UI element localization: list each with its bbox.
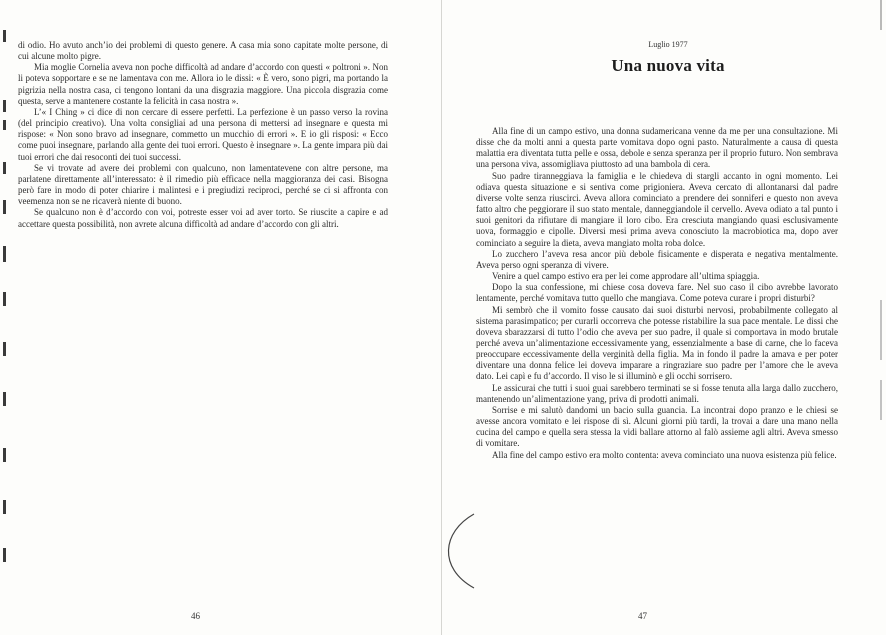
margin-mark — [3, 548, 6, 562]
paragraph: L’« I Ching » ci dice di non cercare di essere perfetti. La perfezione è un passo verso la rovina (del principio creativo). Una volta consigliai ad una persona di mettersi ad insegnare e questa mi rispose: « Non sono bravo ad insegnare, commetto un mucchio di errori ». E io gli risposi: « Ecco come puoi insegnare, parlando alla gente dei tuoi errori. Questo è insegnare ». La gente impara più dai tuoi errori che dai resoconti dei tuoi successi. — [18, 106, 388, 162]
margin-mark — [3, 120, 6, 130]
running-head: Luglio 1977 — [648, 40, 688, 49]
paragraph: Alla fine del campo estivo era molto contenta: aveva cominciato una nuova esistenza più felice. — [492, 449, 837, 460]
page-number: 47 — [638, 611, 647, 621]
margin-mark — [3, 342, 6, 356]
margin-mark — [3, 448, 6, 462]
paragraph: Se qualcuno non è d’accordo con voi, potreste esser voi ad aver torto. Se riuscite a capire e ad accettare questa possibilità, non avrete alcuna difficoltà ad andare d’accordo con gli altri. — [18, 207, 388, 229]
left-page — [0, 0, 442, 635]
paragraph: Sorrise e mi salutò dandomi un bacio sulla guancia. La incontrai dopo pranzo e le chiesi se avesse ancora vomitato e lei rispose di sì. Alcuni giorni più tardi, la trovai a dare una mano nella cucina del campo e quella sera stessa la vidi ballare attorno al falò assieme agli altri. Aveva smesso di vomitare. — [476, 404, 838, 449]
paragraph: Suo padre tiranneggiava la famiglia e le chiedeva di stargli accanto in ogni momento. Lei odiava questa situazione e si sentiva come prigioniera. Aveva cercato di allontanarsi dal padre diverse volte senza riuscirci. Aveva allora cominciato a prendere dei sonniferi e questo non aveva fatto altro che peggiorare il suo stato mentale, danneggiandole il cervello. Aveva odiato a tal punto i suoi genitori da rifiutare di mangiare il loro cibo. Era cresciuta mangiando quasi esclusivamente uova, formaggio e cipolle. Diversi mesi prima aveva conosciuto la macrobiotica ma, dopo aver cominciato a seguire la dieta, aveva mangiato molta roba dolce. — [476, 170, 838, 248]
paragraph: Alla fine di un campo estivo, una donna sudamericana venne da me per una consultazione. Mi disse che da molti anni a questa parte vomitava dopo ogni pasto. Naturalmente a causa di questa malattia era diventata tutta pelle e ossa, debole e senza speranza per il proprio futuro. Non sembrava una persona viva, assomigliava piuttosto ad una bambola di cera. — [476, 126, 838, 170]
paragraph: Mi sembrò che il vomito fosse causato dai suoi disturbi nervosi, probabilmente collegato al sistema parasimpatico; per curarli occorreva che potesse ristabilire la sua pace mentale. Le dissi che doveva sbarazzarsi di tutto l’odio che aveva per suo padre, il quale si comportava in modo brutale perché aveva un’alimentazione eccessivamente yang, essenzialmente a base di carne, che lo faceva preoccupare eccessivamente della verginità della figlia. Ma in fondo il padre la amava e per poter diventare una donna felice lei doveva imparare a ringraziare suo padre per l’amore che le aveva dato. Lei capì e fu d’accordo. Il viso le si illuminò e gli occhi sorrisero. — [476, 304, 838, 382]
paragraph: Lo zucchero l’aveva resa ancor più debole fisicamente e disperata e negativa mentalmente. Aveva perso ogni speranza di vivere. — [476, 248, 838, 270]
paragraph: Dopo la sua confessione, mi chiese cosa doveva fare. Nel suo caso il cibo avrebbe lavorato lentamente, perché vomitava tutto quello che mangiava. Come poteva curare i propri disturbi? — [476, 282, 838, 304]
margin-mark — [3, 500, 6, 514]
margin-mark — [3, 30, 6, 42]
margin-mark — [3, 292, 6, 306]
left-body-text — [18, 40, 388, 230]
margin-mark — [3, 392, 6, 406]
paragraph: Se vi trovate ad avere dei problemi con qualcuno, non lamentatevene con altre persone, ma parlatene direttamente all’interessato: è il rimedio più efficace nella maggioranza dei casi. Bisogna però fare in modo di poter chiarire i malintesi e i pregiudizi reciproci, perché se ci si affronta con veemenza non se ne ricaverà niente di buono. — [18, 162, 388, 207]
scan-edge-marks — [878, 0, 884, 635]
margin-mark — [3, 200, 6, 214]
paragraph: Le assicurai che tutti i suoi guai sarebbero terminati se si fosse tenuta alla larga dallo zucchero, mantenendo un’alimentazione yang, priva di prodotti animali. — [476, 382, 838, 404]
margin-mark — [3, 100, 6, 112]
margin-mark — [3, 246, 6, 262]
chapter-title: Una nuova vita — [611, 56, 725, 75]
right-body-text — [476, 126, 838, 461]
pencil-parenthesis-mark — [442, 512, 482, 590]
paragraph: di odio. Ho avuto anch’io dei problemi di questo genere. A casa mia sono capitate molte persone, di cui alcune molto pigre. — [18, 40, 388, 62]
paragraph: Mia moglie Cornelia aveva non poche difficoltà ad andare d’accordo con questi « poltroni ». Non li poteva sopportare e se ne lamentava con me. Allora io le dissi: « È vero, sono pigri, ma portando la pigrizia nella nostra casa, ci tengono lontani da una disgrazia maggiore. Una piccola disgrazia come questa, serve a mantenere costante la felicità in casa nostra ». — [18, 62, 388, 106]
page-number: 46 — [191, 611, 200, 621]
margin-mark — [3, 162, 6, 174]
paragraph: Venire a quel campo estivo era per lei come approdare all’ultima spiaggia. — [492, 271, 760, 282]
right-page — [442, 0, 886, 635]
